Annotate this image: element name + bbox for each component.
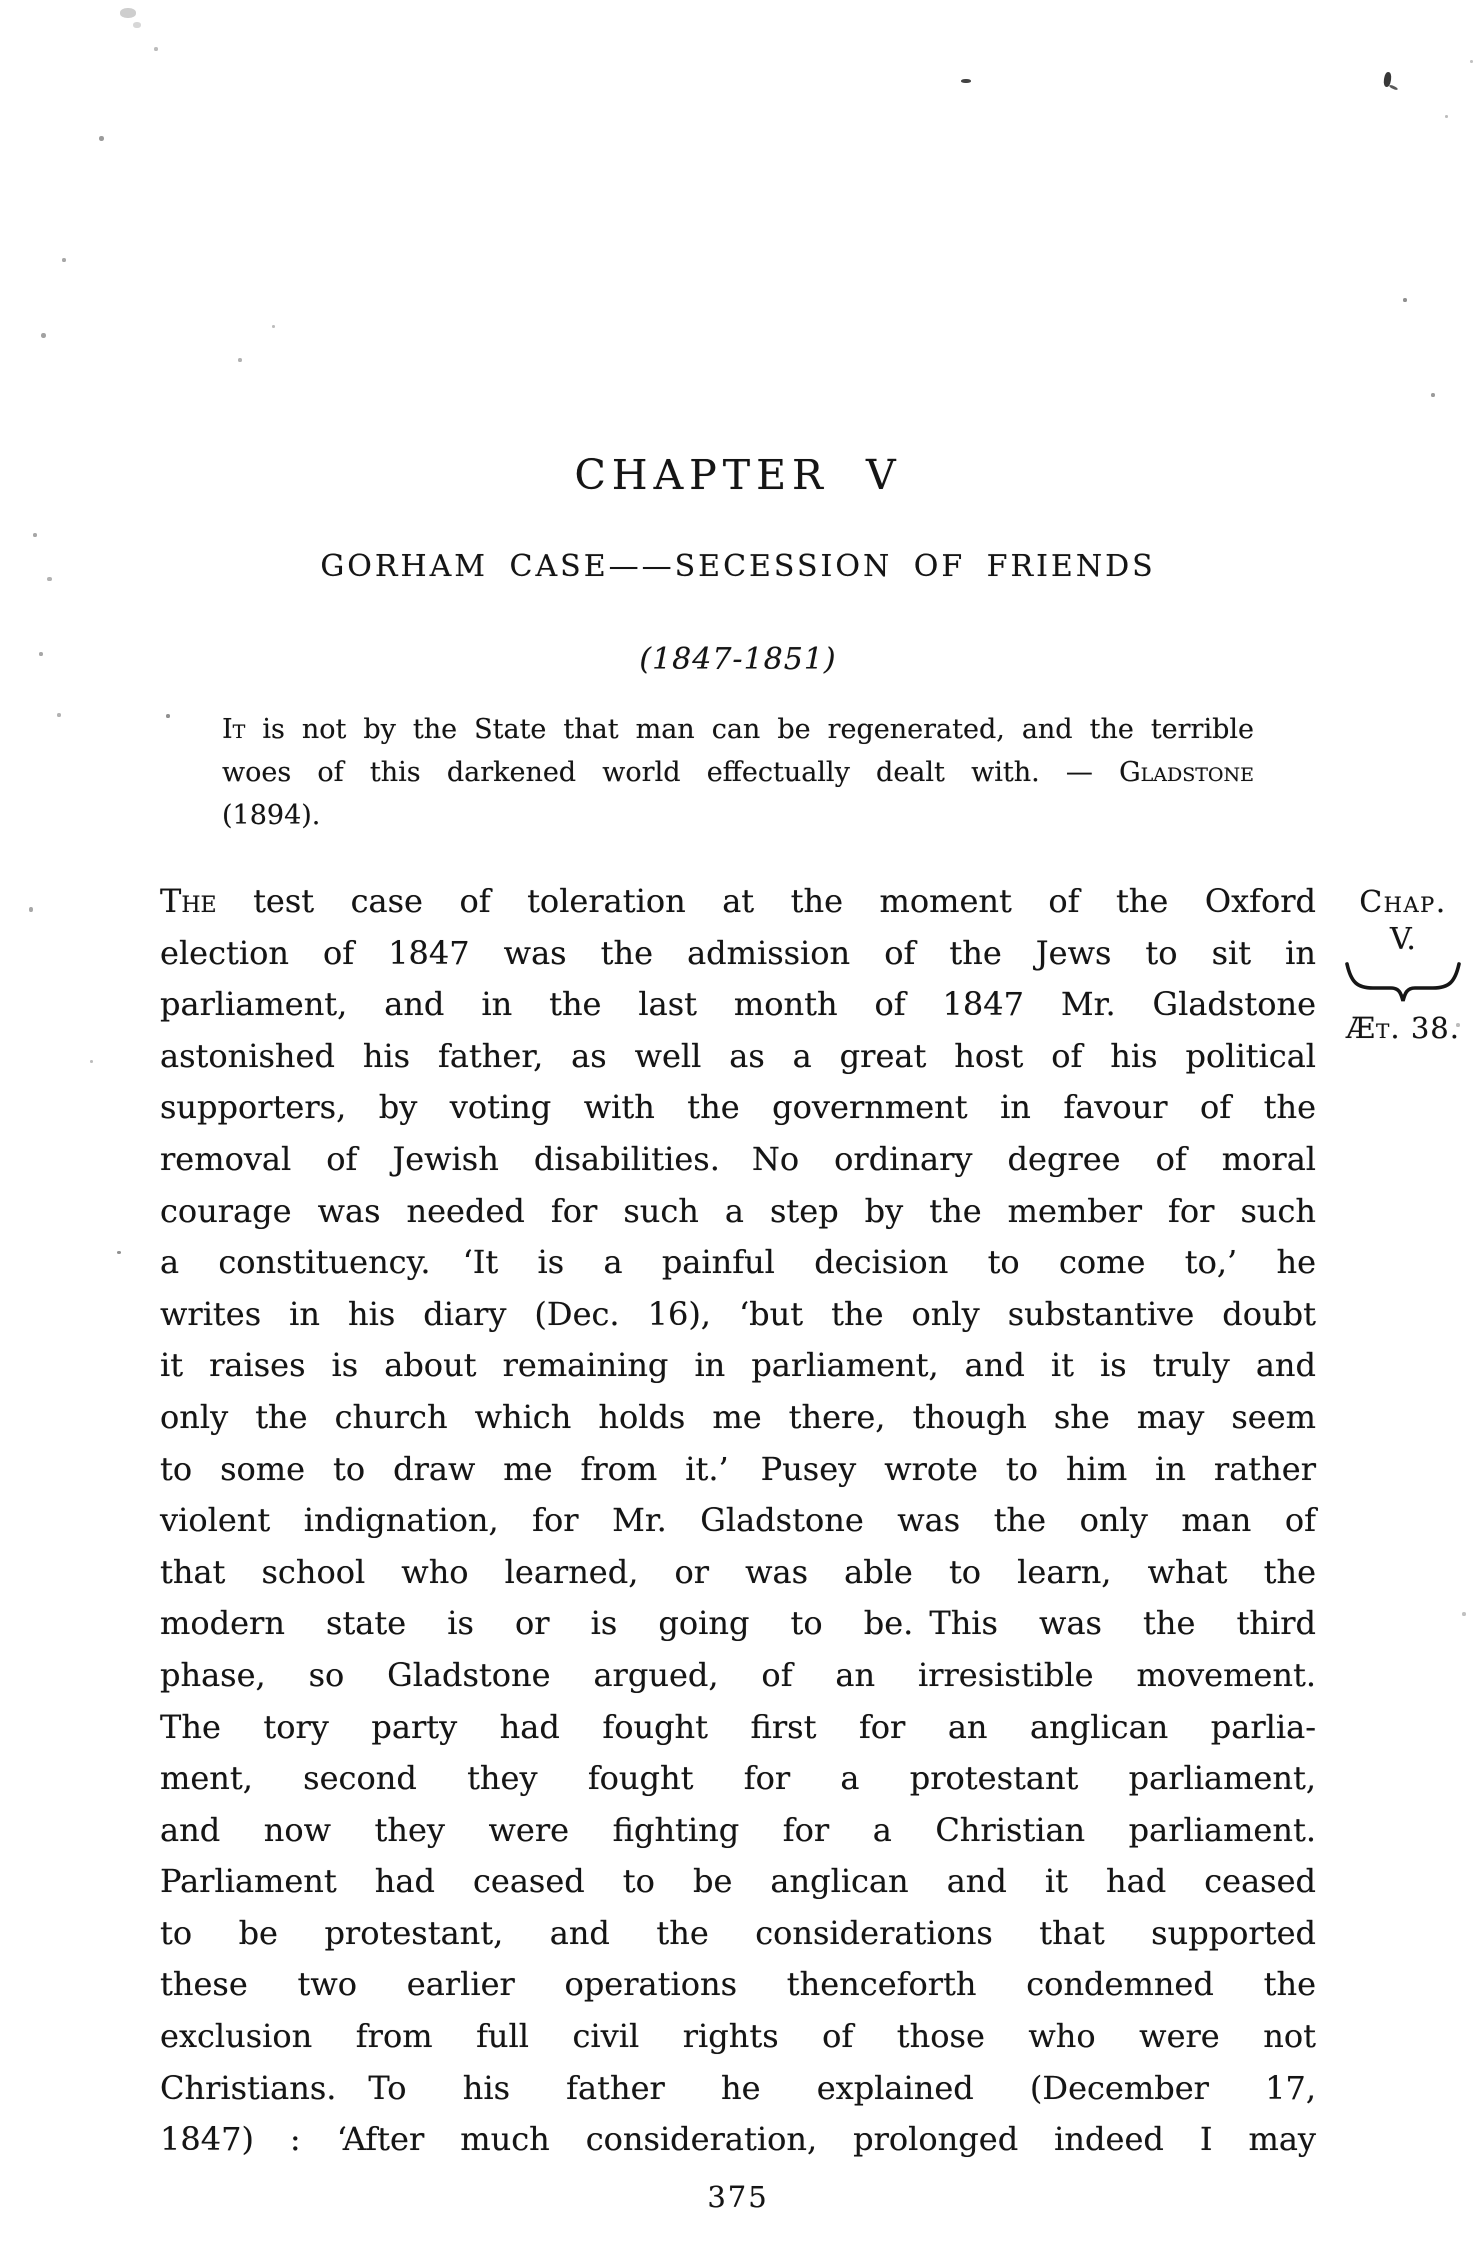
text-line bbox=[160, 1753, 1316, 1805]
margin-chapter-numeral: V. bbox=[1390, 922, 1416, 957]
margin-notes bbox=[1330, 884, 1476, 1045]
noise-speck bbox=[62, 258, 66, 262]
noise-speck bbox=[1431, 393, 1435, 397]
margin-chapter-label: Chap. bbox=[1359, 885, 1447, 920]
text-line bbox=[160, 1650, 1316, 1702]
text-segment: Parliament had ceased to be anglican and it had ceased bbox=[160, 1862, 1316, 1901]
noise-speck bbox=[33, 533, 37, 537]
text-line bbox=[222, 708, 1254, 751]
text-segment: Christians. To his father he explained (December 17, bbox=[160, 2068, 1316, 2107]
chapter-date-range: (1847-1851) bbox=[639, 642, 837, 677]
text-segment: election of 1847 was the admission of the Jews to sit in bbox=[160, 933, 1316, 972]
text-segment: supporters, by voting with the government in favour of the bbox=[160, 1088, 1316, 1127]
curly-brace-icon bbox=[1339, 960, 1467, 1004]
noise-speck bbox=[57, 713, 61, 717]
noise-speck bbox=[154, 47, 158, 51]
text-line bbox=[160, 1598, 1316, 1650]
text-line bbox=[160, 1495, 1316, 1547]
noise-speck bbox=[47, 577, 52, 581]
noise-speck bbox=[41, 333, 46, 338]
noise-speck bbox=[39, 652, 43, 656]
text-line bbox=[160, 2011, 1316, 2063]
text-line bbox=[160, 1444, 1316, 1496]
noise-speck bbox=[117, 1251, 121, 1254]
text-line bbox=[160, 1134, 1316, 1186]
text-line bbox=[160, 1805, 1316, 1857]
text-line bbox=[160, 1340, 1316, 1392]
noise-speck bbox=[238, 358, 242, 362]
text-line bbox=[1330, 1011, 1476, 1045]
noise-speck bbox=[272, 325, 275, 328]
body-paragraph bbox=[160, 876, 1316, 2166]
text-line bbox=[160, 1856, 1316, 1908]
text-segment: violent indignation, for Mr. Gladstone was the only man of bbox=[160, 1501, 1316, 1540]
text-line bbox=[160, 1959, 1316, 2011]
noise-speck bbox=[1445, 115, 1448, 118]
text-line bbox=[160, 1031, 1316, 1083]
noise-speck bbox=[1462, 1612, 1466, 1616]
text-segment: removal of Jewish disabilities. No ordinary degree of moral bbox=[160, 1139, 1316, 1178]
noise-speck bbox=[961, 79, 971, 83]
small-caps-text: Æt. bbox=[1346, 1011, 1401, 1045]
epigraph bbox=[222, 708, 1254, 837]
text-segment: ment, second they fought for a protestant parliament, bbox=[160, 1759, 1316, 1798]
noise-speck bbox=[1456, 1023, 1460, 1027]
small-caps-text: The bbox=[160, 882, 217, 920]
text-segment: woes of this darkened world effectually dealt with. — bbox=[222, 757, 1120, 788]
text-segment: courage was needed for such a step by the member for such bbox=[160, 1191, 1316, 1230]
text-segment: exclusion from full civil rights of those who were not bbox=[160, 2017, 1316, 2056]
text-segment: and now they were fighting for a Christian parliament. bbox=[160, 1810, 1316, 1849]
text-segment: test case of toleration at the moment of the Oxford bbox=[216, 882, 1316, 920]
text-segment: astonished his father, as well as a great host of his political bbox=[160, 1036, 1316, 1075]
noise-speck bbox=[166, 714, 170, 718]
text-line bbox=[160, 1547, 1316, 1599]
margin-age-note bbox=[1330, 1011, 1476, 1045]
text-line bbox=[160, 1237, 1316, 1289]
text-line bbox=[160, 876, 1316, 928]
text-segment: to some to draw me from it.’ Pusey wrote to him in rather bbox=[160, 1449, 1316, 1488]
text-segment: modern state is or is going to be. This was the third bbox=[160, 1604, 1316, 1643]
text-line bbox=[222, 751, 1254, 794]
noise-speck bbox=[1389, 84, 1398, 91]
noise-speck bbox=[90, 1060, 93, 1063]
text-line bbox=[160, 1186, 1316, 1238]
text-line bbox=[160, 1289, 1316, 1341]
text-line bbox=[222, 794, 1254, 837]
text-segment: (1894). bbox=[222, 800, 321, 831]
text-segment: 38. bbox=[1400, 1011, 1460, 1045]
text-segment: a constituency. ‘It is a painful decision to come to,’ he bbox=[160, 1243, 1316, 1282]
text-line bbox=[160, 2114, 1316, 2166]
chapter-heading: CHAPTER V bbox=[574, 451, 902, 499]
text-segment: The tory party had fought first for an anglican parlia- bbox=[160, 1707, 1316, 1746]
text-segment: these two earlier operations thenceforth condemned the bbox=[160, 1965, 1316, 2004]
text-line bbox=[160, 1908, 1316, 1960]
page-number: 375 bbox=[707, 2180, 769, 2214]
text-segment: to be protestant, and the considerations that supported bbox=[160, 1913, 1316, 1952]
noise-speck bbox=[1470, 60, 1473, 63]
text-line bbox=[160, 1702, 1316, 1754]
text-segment: phase, so Gladstone argued, of an irresistible movement. bbox=[160, 1655, 1316, 1694]
text-segment: only the church which holds me there, though she may seem bbox=[160, 1397, 1316, 1436]
small-caps-text: It bbox=[222, 714, 246, 745]
noise-speck bbox=[120, 8, 136, 18]
text-segment: 1847) : ‘After much consideration, prolonged indeed I may bbox=[160, 2120, 1316, 2159]
text-segment: parliament, and in the last month of 1847 Mr. Gladstone bbox=[160, 985, 1316, 1024]
noise-speck bbox=[133, 22, 141, 28]
chapter-subtitle: GORHAM CASE——SECESSION OF FRIENDS bbox=[320, 549, 1156, 584]
text-line bbox=[160, 1392, 1316, 1444]
noise-speck bbox=[29, 907, 33, 912]
text-segment: it raises is about remaining in parliament, and it is truly and bbox=[160, 1346, 1316, 1385]
noise-speck bbox=[99, 136, 104, 141]
text-segment: is not by the State that man can be regenerated, and the terrible bbox=[245, 714, 1254, 745]
text-segment: that school who learned, or was able to learn, what the bbox=[160, 1552, 1316, 1591]
text-line bbox=[160, 928, 1316, 980]
small-caps-text: Gladstone bbox=[1119, 757, 1254, 788]
text-line bbox=[160, 979, 1316, 1031]
text-line bbox=[160, 2063, 1316, 2115]
noise-speck bbox=[1403, 298, 1407, 302]
text-line bbox=[160, 1082, 1316, 1134]
text-segment: writes in his diary (Dec. 16), ‘but the only substantive doubt bbox=[160, 1294, 1316, 1333]
